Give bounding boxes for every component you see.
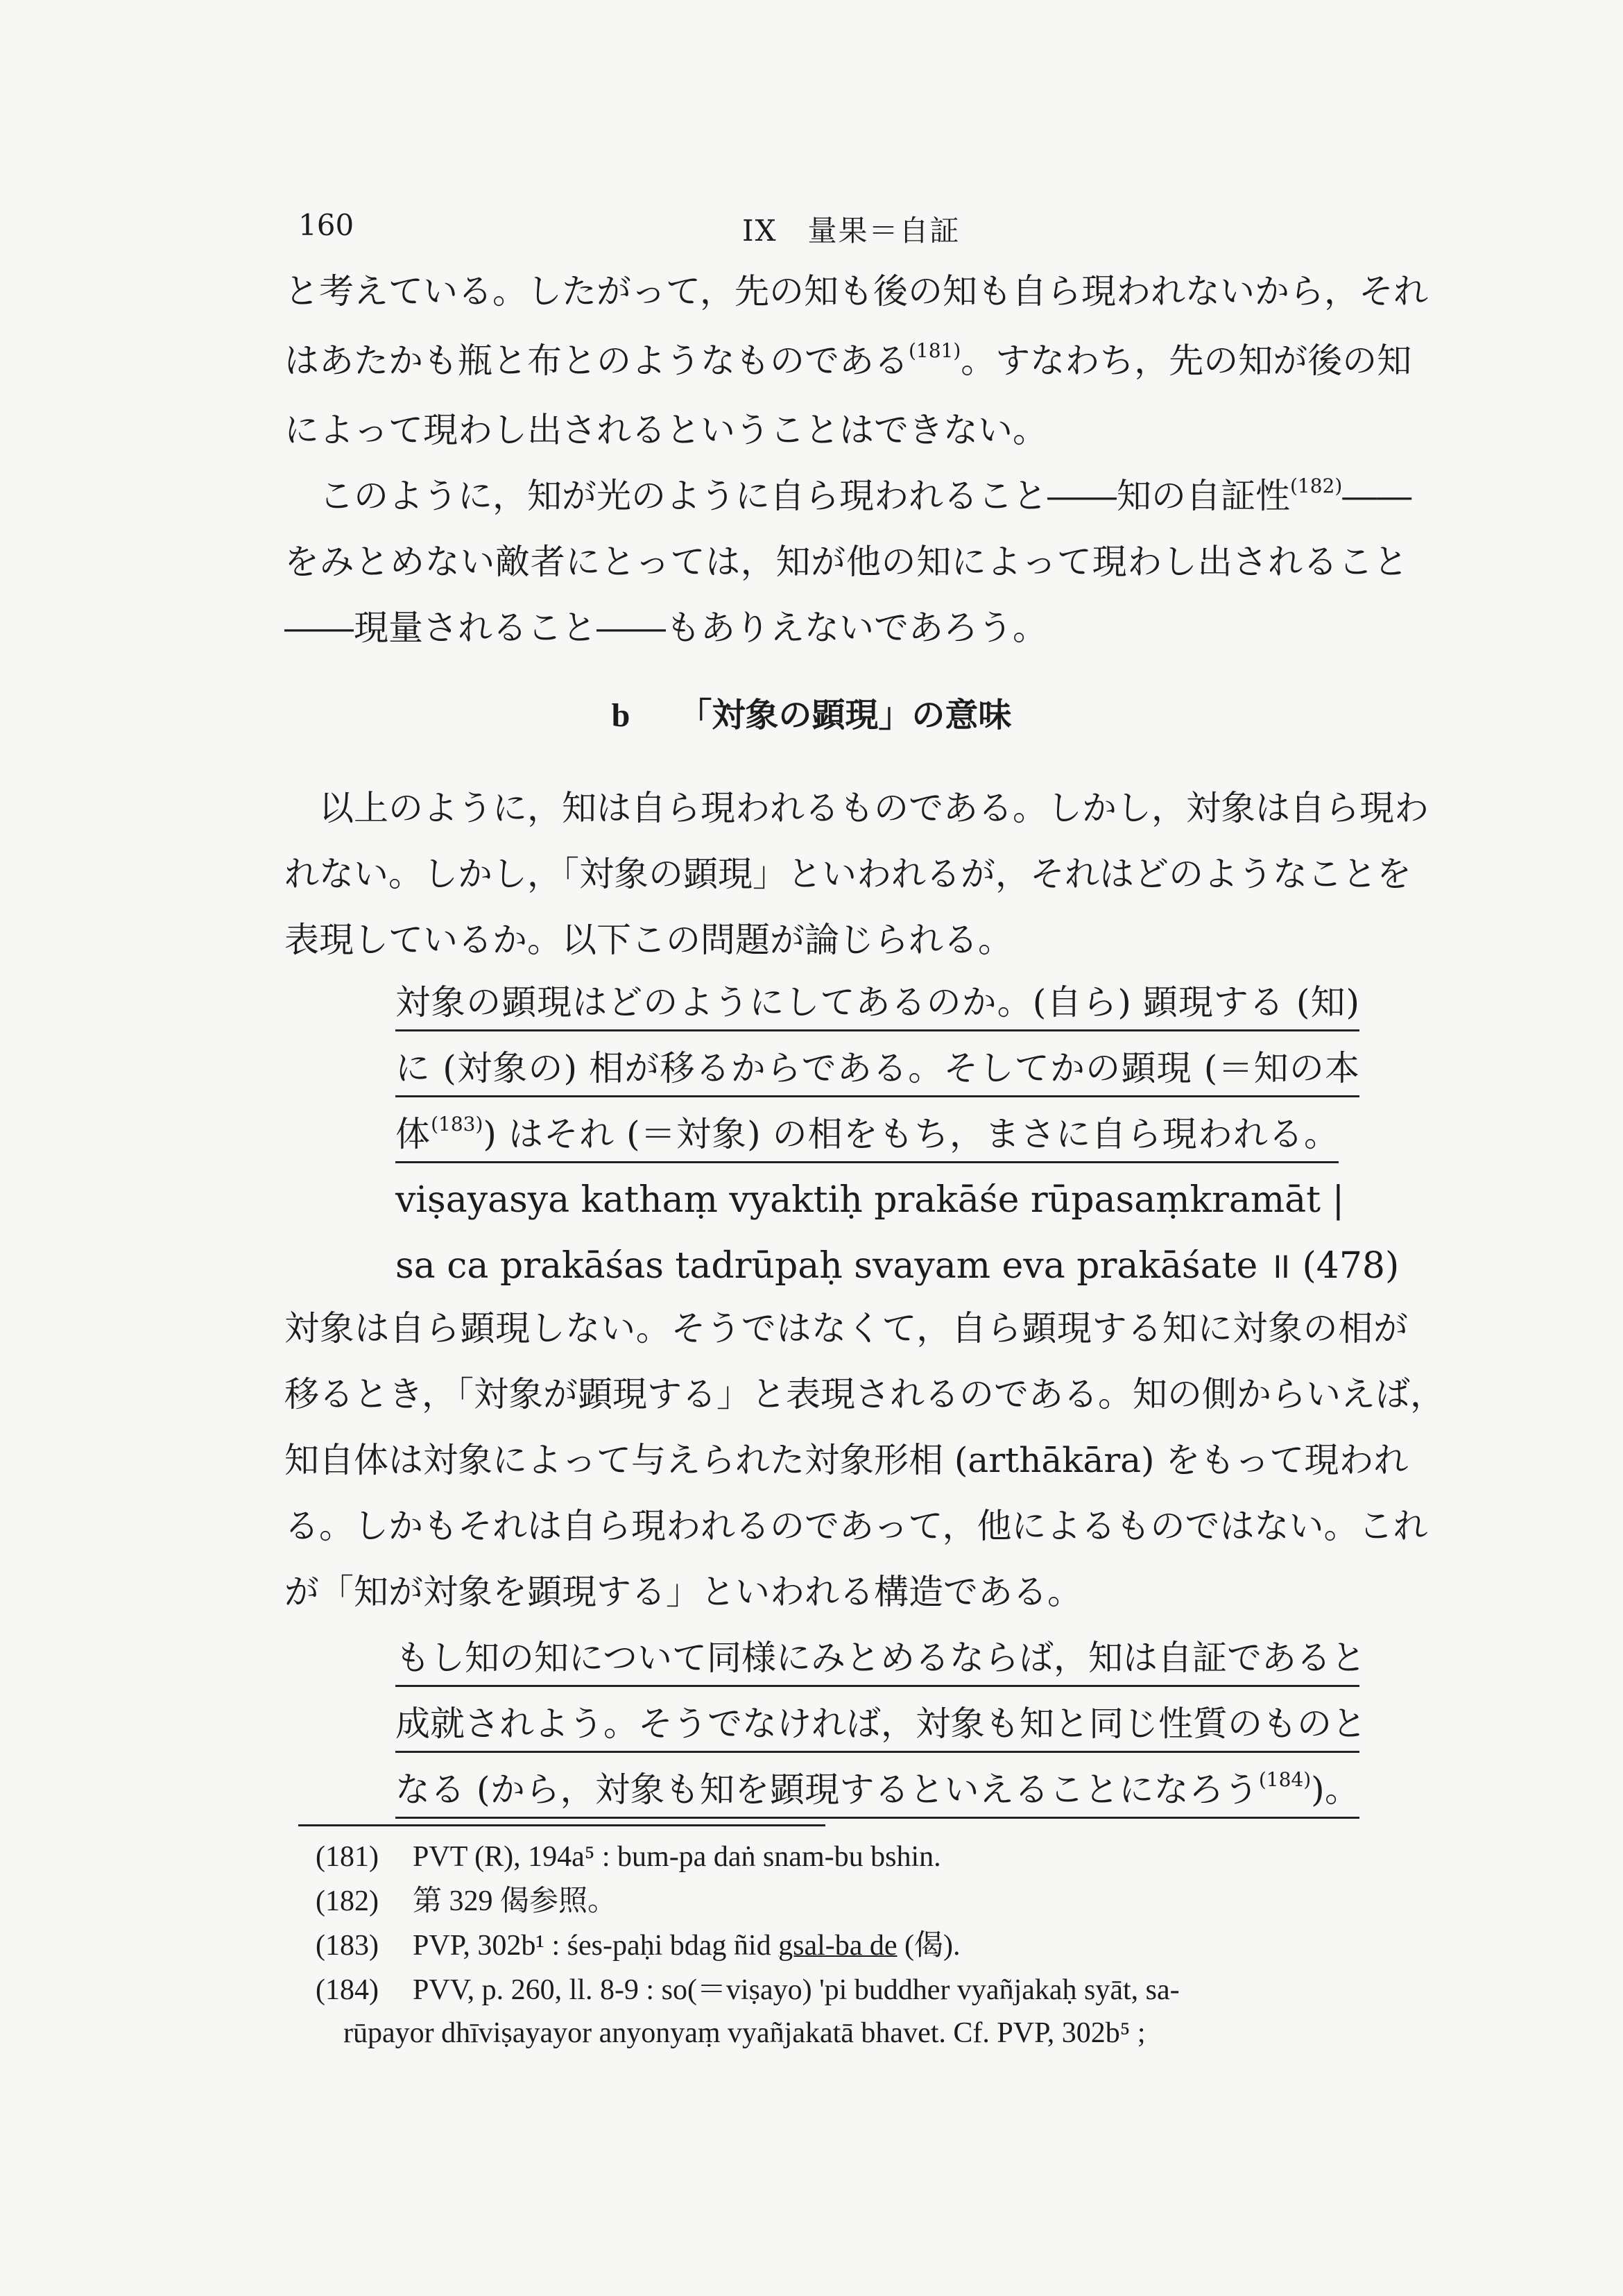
- footnote-text: PVV, p. 260, ll. 8-9 : so(＝viṣayo) 'pi buddher vyañjakaḥ syāt, sa-: [413, 1974, 1180, 2006]
- footnote: [316, 1881, 617, 1921]
- quote-line: 対象の顕現はどのようにしてあるのか。(自ら) 顕現する (知): [395, 978, 1359, 1031]
- note-ref[interactable]: (181): [909, 339, 961, 362]
- body-line: 知自体は対象によって与えられた対象形相 (arthākāra) をもって現われ: [284, 1440, 1409, 1480]
- footnote-number: (183): [316, 1930, 379, 1962]
- footnote-text: 第 329 偈参照。: [413, 1885, 617, 1917]
- verse-line: viṣayasya kathaṃ vyaktiḥ prakāśe rūpasaṃkramāt |: [395, 1179, 1345, 1221]
- footnote-continuation: rūpayor dhīviṣayayor anyonyaṃ vyañjakatā bhavet. Cf. PVP, 302b⁵ ;: [343, 2017, 1146, 2049]
- quote-line: もし知の知について同様にみとめるならば，知は自証であると: [395, 1634, 1359, 1687]
- footnote: [316, 1970, 1180, 2010]
- body-line: る。しかもそれは自ら現われるのであって，他によるものではない。これ: [284, 1506, 1428, 1546]
- footnote: [316, 1837, 941, 1877]
- body-line: れない。しかし，「対象の顕現」といわれるが，それはどのようなことを: [284, 854, 1411, 894]
- quote-line: 成就されよう。そうでなければ，対象も知と同じ性質のものと: [395, 1699, 1359, 1753]
- body-line: ――現量されること――もありえないであろう。: [284, 608, 1047, 648]
- body-line: が「知が対象を顕現する」といわれる構造である。: [284, 1572, 1082, 1612]
- footnote: [316, 1926, 961, 1966]
- page-number: 160: [298, 208, 354, 242]
- body-line: によって現わし出されるということはできない。: [284, 410, 1047, 450]
- body-line: このように，知が光のように自ら現われること――知の自証性$^{(182)}$――: [284, 474, 1412, 516]
- footnote-divider: [298, 1824, 825, 1826]
- running-title: IX 量果＝自証: [742, 214, 961, 248]
- running-header: [298, 208, 1415, 257]
- footnote-number: (181): [316, 1841, 379, 1873]
- section-title: 「対象の顕現」の意味: [678, 696, 1012, 735]
- footnote-underlined-term: gsal-ba de: [778, 1930, 898, 1962]
- section-heading: [0, 688, 1623, 736]
- section-letter: b: [611, 697, 630, 734]
- quote-line: なる (から，対象も知を顕現するといえることになろう$^{(184)}$)。: [395, 1765, 1359, 1819]
- body-line: 以上のように，知は自ら現われるものである。しかし，対象は自ら現わ: [284, 788, 1429, 828]
- body-line: 対象は自ら顕現しない。そうではなくて，自ら顕現する知に対象の相が: [284, 1308, 1408, 1348]
- verse-line: sa ca prakāśas tadrūpaḥ svayam eva prakāśate ॥ (478): [395, 1245, 1400, 1287]
- quote-line: 体$^{(183)}$) はそれ (＝対象) の相をもち，まさに自ら現われる。: [395, 1110, 1339, 1163]
- note-ref[interactable]: (183): [431, 1113, 483, 1136]
- footnote-number: (182): [316, 1885, 379, 1917]
- quote-line: に (対象の) 相が移るからである。そしてかの顕現 (＝知の本: [395, 1044, 1359, 1097]
- body-line: と考えている。したがって，先の知も後の知も自ら現われないから，それ: [284, 271, 1428, 311]
- footnote-text: (偈).: [897, 1930, 961, 1962]
- footnote-text: PVP, 302b¹ : śes-paḥi bdag ñid: [413, 1930, 779, 1962]
- body-line: をみとめない敵者にとっては，知が他の知によって現わし出されること: [284, 542, 1408, 582]
- footnote-text: PVT (R), 194a⁵ : bum-pa daṅ snam-bu bshin.: [413, 1841, 941, 1873]
- note-ref[interactable]: (184): [1258, 1768, 1312, 1791]
- note-ref[interactable]: (182): [1290, 474, 1343, 497]
- footnote-number: (184): [316, 1974, 379, 2006]
- body-line: 表現しているか。以下この問題が論じられる。: [284, 920, 1013, 960]
- body-line: はあたかも瓶と布とのようなものである$^{(181)}$。すなわち，先の知が後の知: [284, 339, 1412, 381]
- body-line: 移るとき，「対象が顕現する」と表現されるのである。知の側からいえば，: [284, 1374, 1445, 1414]
